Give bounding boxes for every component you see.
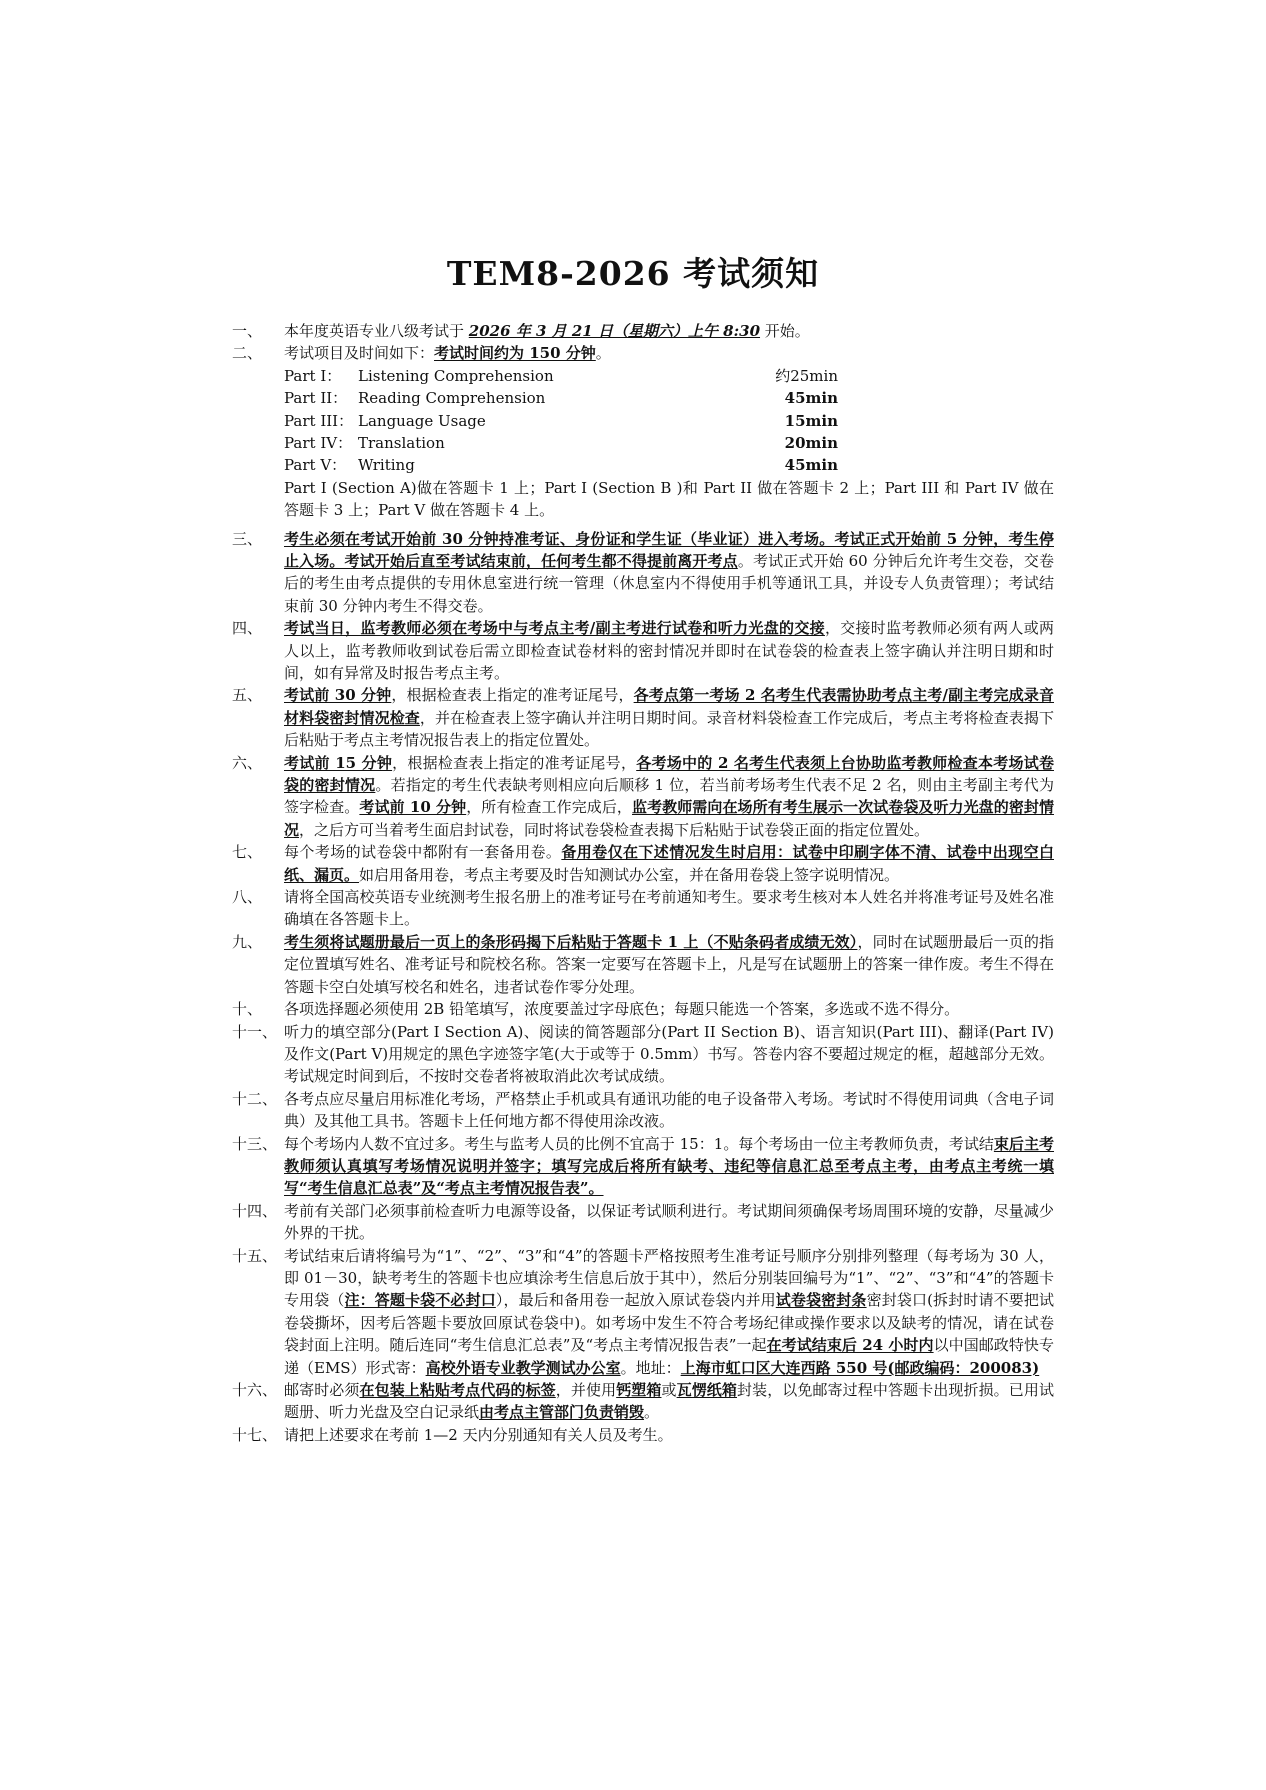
item-number: 四、 bbox=[232, 619, 263, 638]
notice-list bbox=[232, 320, 1054, 1446]
item-number: 五、 bbox=[232, 686, 263, 705]
page-title: TEM8-2026 考试须知 bbox=[446, 254, 820, 293]
item-number: 十五、 bbox=[232, 1246, 278, 1265]
item-number: 六、 bbox=[232, 753, 263, 772]
item-number: 十七、 bbox=[232, 1425, 278, 1444]
item-number: 九、 bbox=[232, 932, 263, 951]
item-number: 十二、 bbox=[232, 1089, 278, 1108]
item-number: 十、 bbox=[232, 1000, 263, 1019]
item-text: 考试前 15 分钟，根据检查表上指定的准考证尾号，各考场中的 2 名考生代表须上台协助监考教师检查本考场试卷袋的密封情况。若指定的考生代表缺考则相应向后顺移 1 位，若当前考场考生代表不足 2 名，则由主考副主考代为签字检查。考试前 10 分钟，所有检查工作完成后，监考教师需向在场所有考生展示一次试卷袋及听力光盘的密封情况，之后方可当着考生面启封试卷，同时将试卷袋检查表揭下后粘贴于试卷袋正面的指定位置处。 bbox=[284, 753, 1054, 839]
notice-item-11 bbox=[232, 1021, 1054, 1088]
notice-item-12 bbox=[232, 1088, 1054, 1133]
item-number: 一、 bbox=[232, 322, 263, 340]
item-number: 十三、 bbox=[232, 1134, 278, 1153]
exam-part-row: Part I： Listening Comprehension 约25min bbox=[284, 366, 838, 385]
exam-part-row: Part IV： Translation 20min bbox=[284, 433, 838, 452]
item-number: 十四、 bbox=[232, 1201, 278, 1220]
notice-item-2 bbox=[232, 342, 1054, 521]
item-number: 八、 bbox=[232, 888, 263, 907]
item-number: 二、 bbox=[232, 344, 263, 363]
notice-item-9 bbox=[232, 931, 1054, 998]
item-text: 考生须将试题册最后一页上的条形码揭下后粘贴于答题卡 1 上（不贴条码者成绩无效），同时在试题册最后一页的指定位置填写姓名、准考证号和院校名称。答案一定要写在答题卡上，凡是写在试题册上的答案一律作废。考生不得在答题卡空白处填写校名和姓名，违者试卷作零分处理。 bbox=[284, 932, 1054, 996]
notice-item-6 bbox=[232, 752, 1054, 842]
notice-item-16 bbox=[232, 1379, 1054, 1424]
item-text: 考试结束后请将编号为“1”、“2”、“3”和“4”的答题卡严格按照考生准考证号顺序分别排列整理（每考场为 30 人，即 01－30，缺考考生的答题卡也应填涂考生信息后放于其中），然后分别装回编号为“1”、“2”、“3”和“4”的答题卡专用袋（注：答题卡袋不必封口），最后和备用卷一起放入原试卷袋内并用试卷袋密封条密封袋口(拆封时请不要把试卷袋撕坏，因考后答题卡要放回原试卷袋中)。如考场中发生不符合考场纪律或操作要求以及缺考的情况，请在试卷袋封面上注明。随后连同“考生信息汇总表”及“考点主考情况报告表”一起在考试结束后 24 小时内以中国邮政特快专递（EMS）形式寄：高校外语专业教学测试办公室。地址：上海市虹口区大连西路 550 号(邮政编码：200083) bbox=[284, 1246, 1054, 1377]
notice-item-7 bbox=[232, 841, 1054, 886]
item-text: 考生必须在考试开始前 30 分钟持准考证、身份证和学生证（毕业证）进入考场。考试正式开始前 5 分钟，考生停止入场。考试开始后直至考试结束前，任何考生都不得提前离开考点。考试正式开始 60 分钟后允许考生交卷，交卷后的考生由考点提供的专用休息室进行统一管理（休息室内不得使用手机等通讯工具，并设专人负责管理）；考试结束前 30 分钟内考生不得交卷。 bbox=[284, 529, 1054, 615]
notice-item-10 bbox=[232, 998, 1054, 1020]
answer-sheet-note: Part I (Section A)做在答题卡 1 上；Part I (Section B )和 Part II 做在答题卡 2 上；Part III 和 Part IV 做在答题卡 3 上；Part V 做在答题卡 4 上。 bbox=[284, 478, 1054, 520]
notice-item-13 bbox=[232, 1133, 1054, 1200]
item-text: 邮寄时必须在包装上粘贴考点代码的标签，并使用钙塑箱或瓦愣纸箱封装，以免邮寄过程中答题卡出现折损。已用试题册、听力光盘及空白记录纸由考点主管部门负责销毁。 bbox=[284, 1381, 1054, 1422]
item-text: 考试当日，监考教师必须在考场中与考点主考/副主考进行试卷和听力光盘的交接，交接时监考教师必须有两人或两人以上，监考教师收到试卷后需立即检查试卷材料的密封情况并即时在试卷袋的检查表上签字确认并注明日期和时间，如有异常及时报告考点主考。 bbox=[284, 619, 1054, 683]
notice-item-8 bbox=[232, 886, 1054, 931]
item-number: 三、 bbox=[232, 529, 263, 548]
item-number: 七、 bbox=[232, 843, 263, 862]
notice-item-15 bbox=[232, 1245, 1054, 1379]
notice-item-5 bbox=[232, 684, 1054, 751]
item-text: 每个考场的试卷袋中都附有一套备用卷。备用卷仅在下述情况发生时启用：试卷中印刷字体不清、试卷中出现空白纸、漏页。如启用备用卷，考点主考要及时告知测试办公室，并在备用卷袋上签字说明情况。 bbox=[284, 843, 1054, 884]
notice-item-17 bbox=[232, 1424, 1054, 1446]
item-text: 考前有关部门必须事前检查听力电源等设备，以保证考试顺利进行。考试期间须确保考场周围环境的安静，尽量减少外界的干扰。 bbox=[284, 1201, 1054, 1243]
exam-parts-table bbox=[284, 365, 1054, 477]
notice-item-1 bbox=[232, 320, 1054, 342]
notice-item-3 bbox=[232, 528, 1054, 618]
exam-part-row: Part III： Language Usage 15min bbox=[284, 411, 838, 430]
item-text: 听力的填空部分(Part I Section A)、阅读的简答题部分(Part II Section B)、语言知识(Part III)、翻译(Part IV)及作文(Part V)用规定的黑色字迹签字笔(大于或等于 0.5mm）书写。答卷内容不要超过规定的框，超越部分无效。考试规定时间到后，不按时交卷者将被取消此次考试成绩。 bbox=[284, 1022, 1054, 1086]
item-text: 各考点应尽量启用标准化考场，严格禁止手机或具有通讯功能的电子设备带入考场。考试时不得使用词典（含电子词典）及其他工具书。答题卡上任何地方都不得使用涂改液。 bbox=[284, 1089, 1054, 1131]
item-text: 请将全国高校英语专业统测考生报名册上的准考证号在考前通知考生。要求考生核对本人姓名并将准考证号及姓名准确填在各答题卡上。 bbox=[284, 888, 1054, 929]
exam-part-row: Part V： Writing 45min bbox=[284, 456, 838, 475]
item-text: 考试前 30 分钟，根据检查表上指定的准考证尾号，各考点第一考场 2 名考生代表需协助考点主考/副主考完成录音材料袋密封情况检查，并在检查表上签字确认并注明日期时间。录音材料袋检查工作完成后，考点主考将检查表揭下后粘贴于考点主考情况报告表上的指定位置处。 bbox=[284, 686, 1054, 750]
item-text: 每个考场内人数不宜过多。考生与监考人员的比例不宜高于 15：1。每个考场由一位主考教师负责，考试结束后主考教师须认真填写考场情况说明并签字；填写完成后将所有缺考、违纪等信息汇总至考点主考，由考点主考统一填写“考生信息汇总表”及“考点主考情况报告表”。 bbox=[284, 1134, 1054, 1198]
item-text: 请把上述要求在考前 1—2 天内分别通知有关人员及考生。 bbox=[284, 1425, 673, 1444]
item-number: 十六、 bbox=[232, 1381, 278, 1400]
notice-item-14 bbox=[232, 1200, 1054, 1245]
exam-part-row: Part II： Reading Comprehension 45min bbox=[284, 389, 838, 408]
item-text: 本年度英语专业八级考试于 2026 年 3 月 21 日（星期六）上午 8:30 开始。 bbox=[284, 322, 810, 340]
item-text: 考试项目及时间如下：考试时间约为 150 分钟。 Part I： Listening Comprehension 约25min Part II： Reading Comprehension 45min Part III： Language Usage 15min Part IV： Translation 20min Part V： Writing 45min Part I (Section A)做在答题卡 1 上；Part I (Section B )和 Part II 做在答题卡 2 上；Part III 和 Part IV 做在答题卡 3 上；Part V 做在答题卡 4 上。 bbox=[284, 342, 1054, 521]
item-text: 各项选择题必须使用 2B 铅笔填写，浓度要盖过字母底色；每题只能选一个答案，多选或不选不得分。 bbox=[284, 1000, 960, 1019]
item-number: 十一、 bbox=[232, 1022, 278, 1041]
notice-item-4 bbox=[232, 617, 1054, 684]
